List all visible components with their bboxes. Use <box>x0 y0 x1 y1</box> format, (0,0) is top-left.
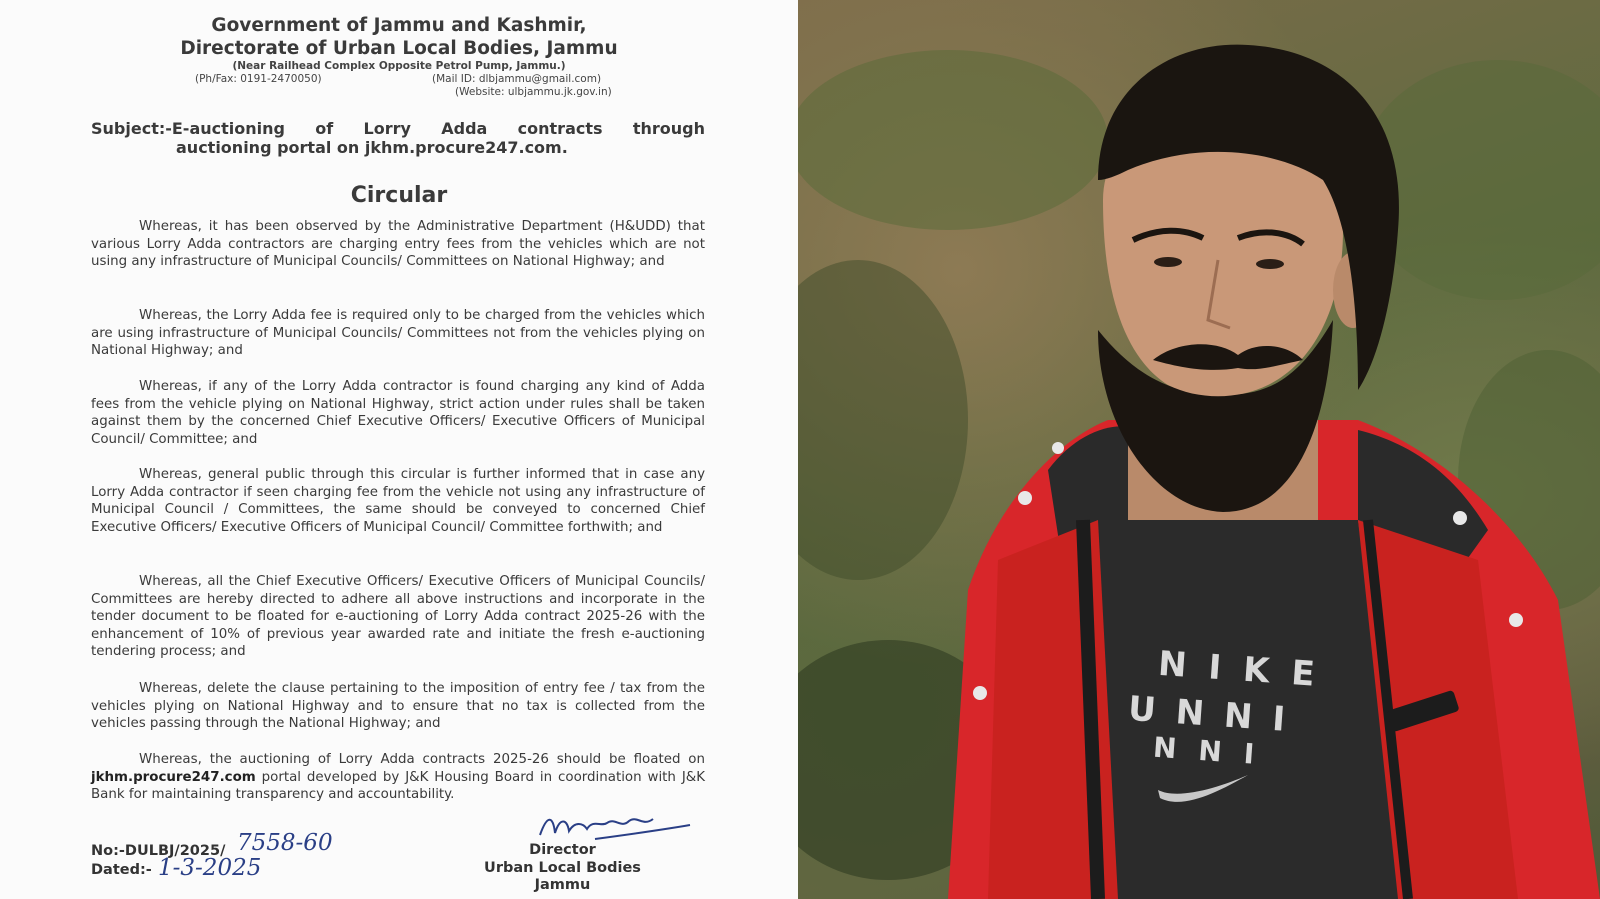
signatory-title: Director <box>529 842 596 858</box>
signatory-place: Jammu <box>534 877 591 893</box>
circular-document <box>0 0 798 899</box>
subject <box>91 119 705 157</box>
signatory-block <box>470 842 655 895</box>
paragraph-4: Whereas, general public through this circular is further informed that in case any Lorry Adda contractor if seen charging fee from the vehicle not using any infrastructure of Municipal Council / Committees, the same should be conveyed to concerned Chief Executive Officers/ Executive Officers of Municipal Council/ Committee forthwith; and <box>91 467 705 535</box>
shirt-print-line1: NIKE <box>1156 643 1338 697</box>
shirt-print-line3: NNI <box>1151 730 1278 773</box>
signatory-org: Urban Local Bodies <box>484 859 641 876</box>
header-government: Government of Jammu and Kashmir, <box>211 15 587 36</box>
paragraph-5: Whereas, all the Chief Executive Officers/ Executive Officers of Municipal Councils/ Committees are hereby directed to adhere all above instructions and incorporate in the tender document to be floated for e-auctioning of Lorry Adda contract 2025-26 with the enhancement of 10% of previous year awarded rate and initiate the fresh e-auctioning tendering process; and <box>91 574 705 660</box>
header-website: (Website: ulbjammu.jk.gov.in) <box>455 86 612 98</box>
shirt-print-line2: UNNI <box>1126 688 1307 742</box>
circular-number-label: No:-DULBJ/2025/ <box>91 843 226 859</box>
header-mail: (Mail ID: dlbjammu@gmail.com) <box>432 73 602 85</box>
portrait-photo <box>798 0 1600 899</box>
circular-title: Circular <box>350 183 448 208</box>
paragraph-3: Whereas, if any of the Lorry Adda contractor is found charging any kind of Adda fees from the vehicle plying on National Highway, strict action under rules shall be taken against them by the concerned Chief Executive Officers/ Executive Officers of Municipal Council/ Committee; and <box>91 379 705 447</box>
header-phone: (Ph/Fax: 0191-2470050) <box>195 73 322 85</box>
dated-handwritten: 1-3-2025 <box>158 855 262 881</box>
subject-line2: auctioning portal on jkhm.procure247.com. <box>176 138 568 157</box>
dated-label: Dated:- <box>91 862 152 878</box>
header-address: (Near Railhead Complex Opposite Petrol Pump, Jammu.) <box>232 60 566 72</box>
paragraph-2: Whereas, the Lorry Adda fee is required only to be charged from the vehicles which are using infrastructure of Municipal Councils/ Committees not from the vehicles plying on National Highway; and <box>91 308 705 359</box>
paragraph-1: Whereas, it has been observed by the Administrative Department (H&UDD) that various Lorry Adda contractors are charging entry fees from the vehicles which are not using any infrastructure of Municipal Councils/ Committees on National Highway; and <box>91 219 705 270</box>
signature-icon <box>535 805 695 845</box>
paragraph-7: Whereas, the auctioning of Lorry Adda contracts 2025-26 should be floated on jkhm.procure247.com portal developed by J&K Housing Board in coordination with J&K Bank for maintaining transparency and accountability. <box>91 752 705 803</box>
circular-number-handwritten: 7558-60 <box>237 830 333 856</box>
paragraph-6: Whereas, delete the clause pertaining to the imposition of entry fee / tax from the vehicles plying on National Highway and to ensure that no tax is collected from the vehicles passing through the National Highway; and <box>91 681 705 732</box>
subject-line1: Subject:-E-auctioning of Lorry Adda contracts through <box>91 119 705 138</box>
portal-link: jkhm.procure247.com <box>91 769 256 785</box>
header-directorate: Directorate of Urban Local Bodies, Jammu <box>180 38 618 59</box>
